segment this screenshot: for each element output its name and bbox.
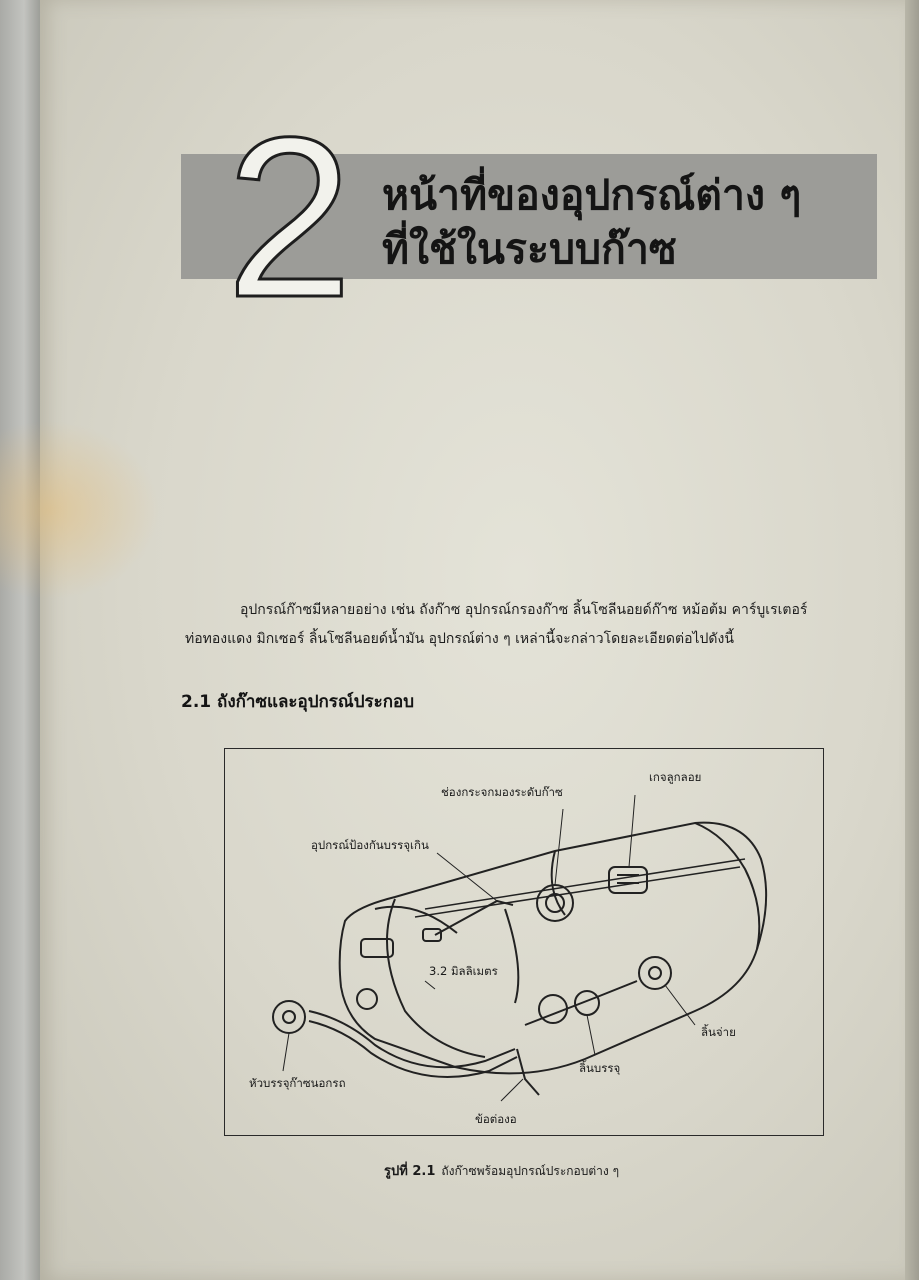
fill-valve: [575, 991, 599, 1015]
sight-glass: [537, 885, 573, 921]
chapter-title-line-2: ที่ใช้ในระบบก๊าซ: [382, 225, 677, 273]
figure-caption: [384, 1160, 619, 1181]
outlet-valve: [639, 957, 671, 989]
page-right-edge: [905, 0, 919, 1280]
book-binding-edge: [0, 0, 40, 1280]
filler-nozzle: [273, 1001, 305, 1033]
callout-sight-glass: ช่องกระจกมองระดับก๊าซ: [441, 785, 563, 799]
figure-frame: [224, 748, 824, 1136]
tank-end-cap: [695, 823, 766, 949]
callout-outlet-valve: ลิ้นจ่าย: [701, 1025, 736, 1039]
callout-overfill-device: อุปกรณ์ป้องกันบรรจุเกิน: [311, 838, 429, 852]
paper-stain: [0, 420, 160, 600]
section-heading: 2.1 ถังก๊าซและอุปกรณ์ประกอบ: [181, 692, 415, 712]
intro-paragraph: [185, 596, 825, 654]
intro-line-1: อุปกรณ์ก๊าซมีหลายอย่าง เช่น ถังก๊าซ อุปกรณ์กรองก๊าซ ลิ้นโซลีนอยด์ก๊าซ หม้อต้ม คาร์บูเรเตอร์: [240, 602, 808, 618]
caption-text: ถังก๊าซพร้อมอุปกรณ์ประกอบต่าง ๆ: [441, 1164, 620, 1178]
callout-fill-valve: ลิ้นบรรจุ: [579, 1061, 621, 1075]
callout-float-gauge: เกจลูกลอย: [649, 770, 702, 784]
callout-filler-nozzle: หัวบรรจุก๊าซนอกรถ: [249, 1076, 346, 1090]
caption-number: รูปที่ 2.1: [384, 1164, 436, 1179]
chapter-title: [382, 168, 862, 276]
tank-body: [340, 823, 760, 1073]
callout-dimension: 3.2 มิลลิเมตร: [429, 964, 498, 978]
chapter-title-line-1: หน้าที่ของอุปกรณ์ต่าง ๆ: [382, 171, 802, 219]
chapter-number: 2: [226, 91, 353, 345]
callout-elbow-fitting: ข้อต่องอ: [475, 1112, 517, 1126]
intro-line-2: ท่อทองแดง มิกเซอร์ ลิ้นโซลีนอยด์น้ำมัน อุปกรณ์ต่าง ๆ เหล่านี้จะกล่าวโดยละเอียดต่อไปดังนี้: [185, 631, 734, 647]
